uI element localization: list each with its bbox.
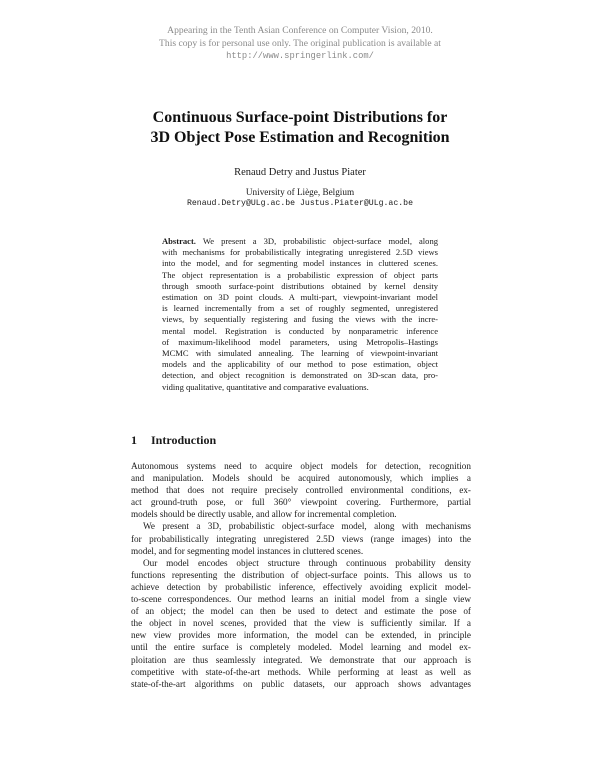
abstract-line: viding qualitative, quantitative and comparative evaluations. [162, 381, 369, 392]
abstract-line: is learned incrementally from a set of roughly segmented, unregistered [162, 303, 438, 314]
publication-notice [0, 24, 600, 63]
abstract-line: through smooth surface-point distributions obtained by kernel density [162, 280, 438, 291]
title-line-2: 3D Object Pose Estimation and Recognition [150, 129, 450, 146]
body-line: achieve detection by probabilistic inference, effectively avoiding explicit model- [131, 581, 471, 592]
section-title: Introduction [151, 433, 217, 447]
paper-title [0, 108, 600, 148]
body-line: model, and for segmenting model instances in cluttered scenes. [131, 545, 364, 556]
body-line: We present a 3D, probabilistic object-surface model, along with mechanisms [143, 521, 471, 532]
section-number: 1 [131, 433, 137, 447]
body-line: state-of-the-art algorithms on public datasets, our approach shows advantages [131, 678, 471, 689]
author-emails: Renaud.Detry@ULg.ac.be Justus.Piater@ULg.ac.be [186, 199, 413, 208]
notice-url[interactable]: http://www.springerlink.com/ [226, 51, 374, 61]
body-line: models should be directly usable, and allow for incremental completion. [131, 509, 397, 520]
body-line: method that does not require precisely controlled environmental conditions, ex- [131, 485, 471, 496]
body-line: functions representing the distribution of object-surface points. This allows us to [131, 569, 471, 580]
body-line: and manipulation. Models should be acquired autonomously, which implies a [131, 473, 471, 484]
abstract-label: Abstract. [162, 236, 196, 246]
abstract-line: into the model, and for segmenting model instances in cluttered scenes. [162, 258, 438, 269]
abstract-line: The object representation is a probabilistic expression of object parts [162, 269, 438, 280]
body-line: Our model encodes object structure through continuous probability density [143, 557, 471, 568]
abstract-line: detection, and object recognition is demonstrated on 3D-scan data, pro- [162, 370, 438, 381]
section-heading [131, 433, 471, 448]
abstract-line: mental model. Registration is conducted by nonparametric inference [162, 325, 438, 336]
body-line: of an object; the model can then be used to detect and estimate the pose of [131, 606, 471, 617]
body-line: act ground-truth pose, or full 360° viewpoint covering. Furthermore, partial [131, 497, 471, 508]
authors: Renaud Detry and Justus Piater [234, 167, 366, 178]
abstract-line: MCMC with simulated annealing. The learning of viewpoint-invariant [162, 348, 438, 359]
abstract-line: Abstract. We present a 3D, probabilistic object-surface model, along [162, 236, 438, 246]
abstract-line: with mechanisms for probabilistically integrating unregistered 2.5D views [162, 247, 438, 258]
notice-line-1: Appearing in the Tenth Asian Conference on Computer Vision, 2010. [167, 25, 433, 36]
title-line-1: Continuous Surface-point Distributions for [152, 109, 448, 126]
abstract-line: views, by sequentially registering and fusing the views with the incre- [162, 314, 438, 325]
affiliation: University of Liège, Belgium [245, 187, 355, 197]
notice-line-2: This copy is for personal use only. The original publication is available at [159, 38, 441, 49]
abstract-line: models and the applicability of our method to pose estimation, object [162, 359, 438, 370]
body-line: ploitation are thus seamlessly integrated. We demonstrate that our approach is [131, 654, 471, 665]
abstract [162, 236, 438, 393]
body-line: new view provides more information, the model can be extended, in principle [131, 630, 471, 641]
abstract-line: estimation on 3D point clouds. A multi-part, viewpoint-invariant model [162, 292, 438, 303]
body-line: competitive with state-of-the-art methods. While performing at least as well as [131, 666, 471, 677]
body-line: Autonomous systems need to acquire object models for detection, recognition [131, 461, 471, 471]
body-line: the object in novel scenes, provided that the view is sufficiently similar. If a [131, 618, 471, 629]
body-line: until the entire surface is completely modeled. Model learning and model ex- [131, 642, 471, 653]
body-line: to-scene correspondences. Our method learns an initial model from a single view [131, 594, 471, 605]
body-text [131, 460, 471, 690]
body-line: for probabilistically integrating unregistered 2.5D views (range images) into the [131, 533, 471, 544]
affiliation-block [0, 186, 600, 210]
abstract-line: of maximum-likelihood model parameters, using Metropolis–Hastings [162, 336, 438, 347]
